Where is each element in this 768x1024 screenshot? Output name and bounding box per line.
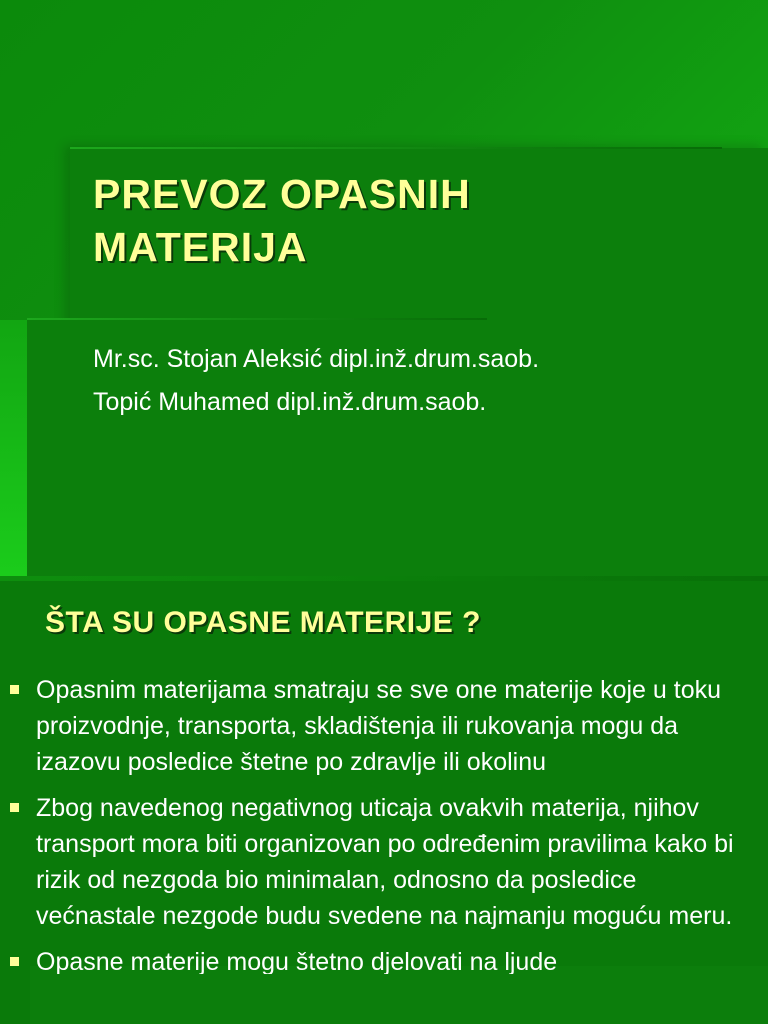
bullet-item bbox=[0, 790, 756, 934]
slide-title-line-1: PREVOZ OPASNIH bbox=[93, 171, 471, 217]
content-slide bbox=[0, 576, 768, 1024]
bullet-list bbox=[0, 672, 768, 984]
square-bullet-icon bbox=[10, 685, 19, 694]
subtitle-panel-edge bbox=[27, 318, 487, 320]
slide-title bbox=[93, 168, 713, 274]
bullet-item bbox=[0, 944, 756, 974]
author-line: Topić Muhamed dipl.inž.drum.saob. bbox=[93, 388, 487, 416]
title-panel-edge bbox=[70, 147, 722, 149]
square-bullet-icon bbox=[10, 957, 19, 966]
slide-title-line-2: MATERIJA bbox=[93, 224, 308, 270]
bullet-item bbox=[0, 672, 756, 780]
square-bullet-icon bbox=[10, 803, 19, 812]
author-line: Mr.sc. Stojan Aleksić dipl.inž.drum.saob. bbox=[93, 345, 540, 373]
slide-divider bbox=[0, 576, 768, 581]
slide-heading: ŠTA SU OPASNE MATERIJE ? bbox=[45, 606, 481, 639]
bullet-text: Zbog navedenog negativnog uticaja ovakvih materija, njihov transport mora biti organizovan po određenim pravilima kako bi rizik od nezgoda bio minimalan, odnosno da posledice većnastale nezgode budu svedene na najmanju moguću meru. bbox=[36, 794, 734, 930]
bullet-text: Opasne materije mogu štetno djelovati na ljude bbox=[36, 948, 558, 974]
authors-block bbox=[93, 338, 733, 424]
slide-accent-strip bbox=[0, 320, 27, 576]
bullet-text: Opasnim materijama smatraju se sve one materije koje u toku proizvodnje, transporta, skladištenja ili rukovanja mogu da izazovu posledice štetne po zdravlje ili okolinu bbox=[36, 676, 722, 776]
